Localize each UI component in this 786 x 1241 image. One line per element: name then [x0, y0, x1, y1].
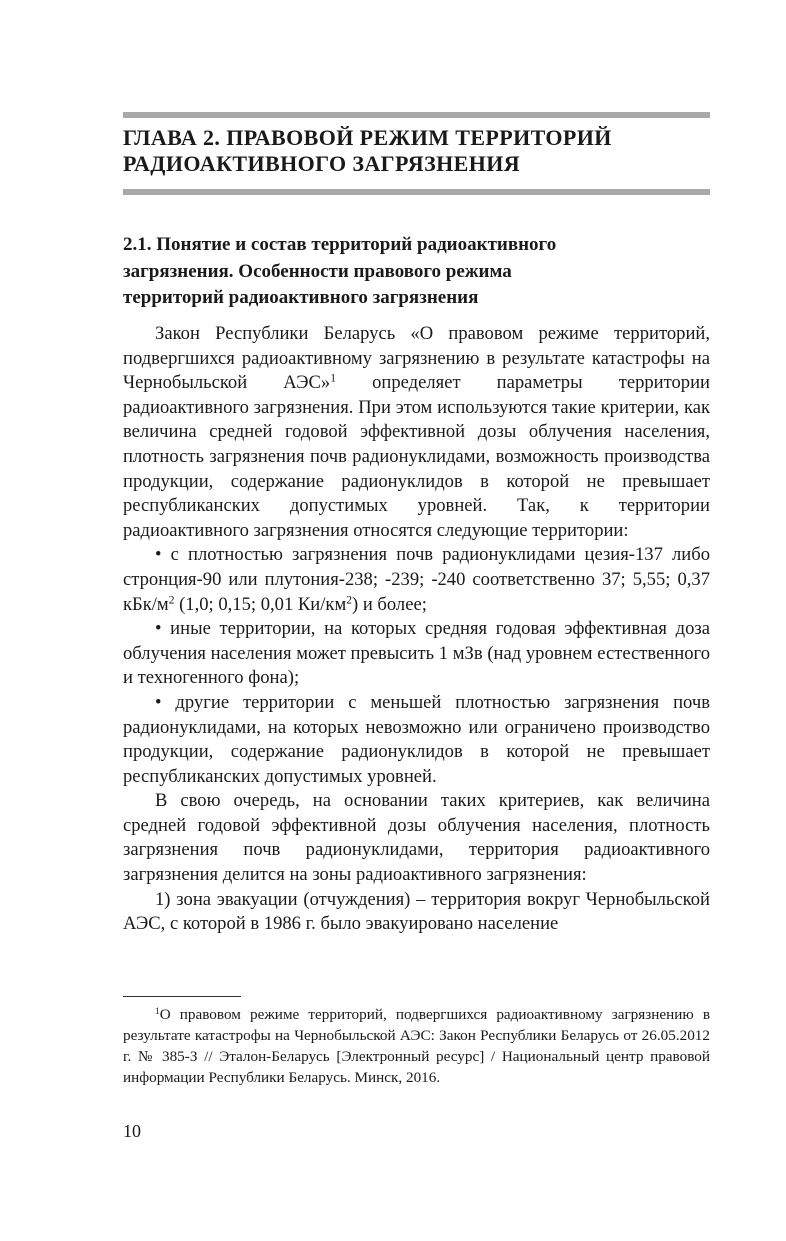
footnote-divider: [123, 996, 241, 997]
paragraph-law-intro-text-a: Закон Республики Беларусь «О правовом режиме территорий, подвергшихся радиоактивному загрязнению в результате катастрофы на Чернобыльской АЭС»: [123, 323, 710, 394]
footnote-reference[interactable]: 1: [330, 372, 336, 385]
bullet-density-text-c: ) и более;: [351, 593, 427, 615]
paragraph-law-intro: [123, 322, 710, 543]
bullet-dose-criteria: • иные территории, на которых средняя годовая эффективная доза облучения населения может превысить 1 мЗв (над уровнем естественного и техногенного фона);: [123, 618, 710, 689]
section-title-line-1: 2.1. Понятие и состав территорий радиоактивного: [123, 234, 557, 255]
bullet-other-territories: • другие территории с меньшей плотностью загрязнения почв радионуклидами, на которых невозможно или ограничено производство продукции, содержание радионуклидов в которой не превышает республиканских допустимых уровней.: [123, 691, 710, 787]
body-text: [123, 322, 710, 937]
chapter-title: [123, 125, 710, 177]
paragraph-evacuation-zone: 1) зона эвакуации (отчуждения) – территория вокруг Чернобыльской АЭС, с которой в 1986 г. было эвакуировано население: [123, 888, 710, 935]
section-title-line-3: территорий радиоактивного загрязнения: [123, 287, 479, 308]
section-title: [123, 232, 710, 312]
paragraph-zones-intro: В свою очередь, на основании таких критериев, как величина средней годовой эффективной дозы облучения населения, плотность загрязнения почв радионуклидами, территория радиоактивного загрязнения делится на зоны радиоактивного загрязнения:: [123, 790, 710, 886]
section-title-line-2: загрязнения. Особенности правового режима: [123, 260, 512, 282]
chapter-rule-top: [123, 112, 710, 118]
footnote-text: О правовом режиме территорий, подвергшихся радиоактивному загрязнению в результате катастрофы на Чернобыльской АЭС: Закон Республики Беларусь от 26.05.2012 г. № 385-З // Эталон-Беларусь [Электронный ресурс] / Национальный центр правовой информации Республики Беларусь. Минск, 2016.: [123, 1006, 710, 1086]
bullet-density-text-b: (1,0; 0,15; 0,01 Ки/км: [174, 593, 347, 615]
superscript-square: 2: [168, 594, 175, 607]
bullet-density-text-a: • с плотностью загрязнения почв радионуклидами цезия-137 либо стронция-90 или плутония-238; -239; -240 соответственно 37; 5,55; 0,37 кБк/м: [123, 544, 710, 615]
chapter-rule-bottom: [123, 189, 710, 195]
page-number: 10: [123, 1121, 141, 1141]
paragraph-law-intro-text-b: определяет параметры территории радиоактивного загрязнения. При этом используются такие критерии, как величина средней годовой эффективной дозы облучения населения, плотность загрязнения почв радионуклидами, возможность производства продукции, содержание радионуклидов в которой не превышает республиканских допустимых уровней. Так, к территории радиоактивного загрязнения относятся следующие территории:: [123, 372, 710, 541]
bullet-density-criteria: [123, 543, 710, 617]
chapter-title-line-1: ГЛАВА 2. ПРАВОВОЙ РЕЖИМ ТЕРРИТОРИЙ: [123, 125, 612, 150]
footnote: [123, 1004, 710, 1088]
footnote-marker: 1: [155, 1006, 160, 1017]
chapter-title-line-2: РАДИОАКТИВНОГО ЗАГРЯЗНЕНИЯ: [123, 151, 521, 176]
superscript-square: 2: [346, 594, 352, 607]
